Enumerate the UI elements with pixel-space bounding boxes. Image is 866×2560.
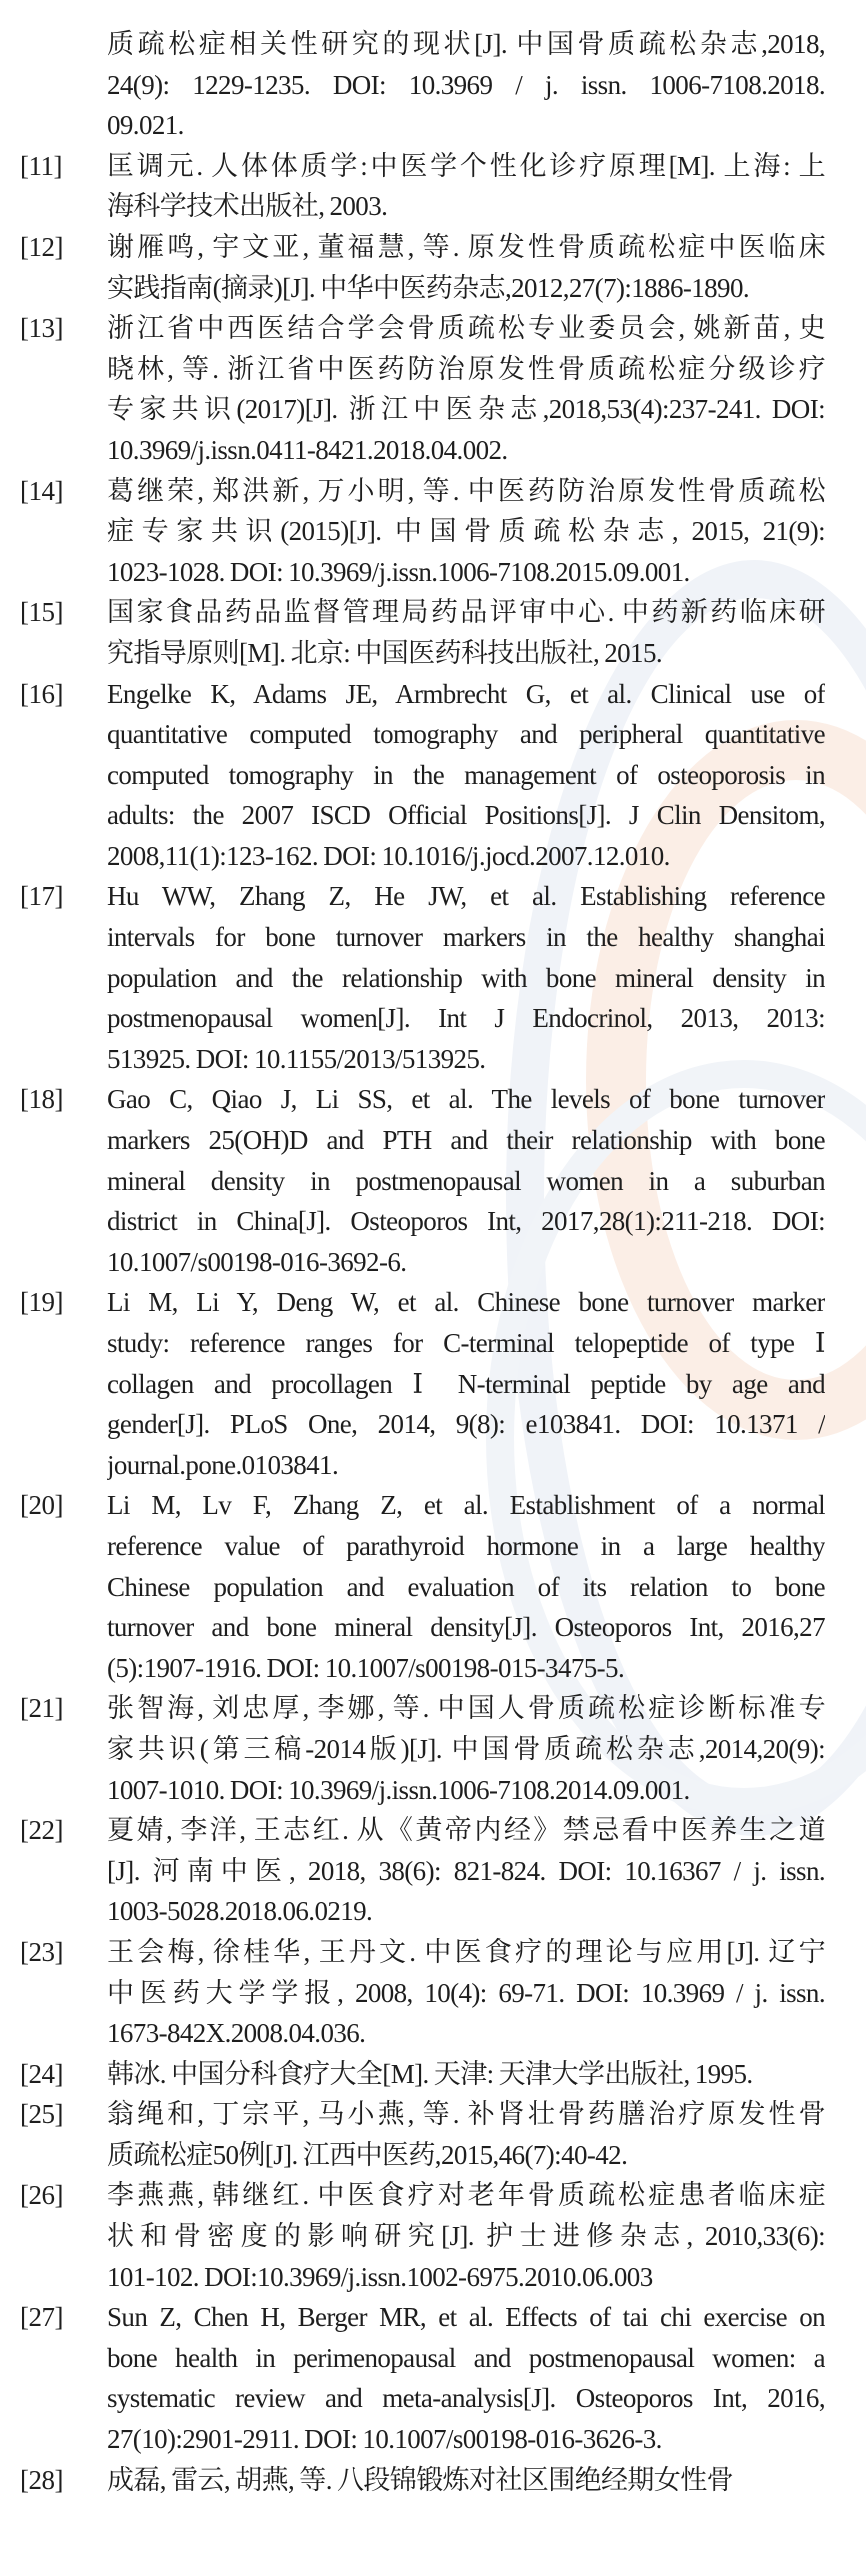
reference-item [0, 2175, 866, 2297]
reference-text [107, 2297, 825, 2459]
reference-item [0, 471, 866, 593]
reference-line: 张智海, 刘忠厚, 李娜, 等. 中国人骨质疏松症诊断标准专 [107, 1693, 825, 1724]
reference-line: bone health in perimenopausal and postmenopausal women: a [107, 2342, 825, 2373]
reference-line: turnover and bone mineral density[J]. Osteoporos Int, 2016,27 [107, 1612, 825, 1643]
reference-item [0, 1932, 866, 2054]
reference-text [107, 227, 825, 308]
reference-line: 李燕燕, 韩继红. 中医食疗对老年骨质疏松症患者临床症 [107, 2180, 825, 2211]
reference-line: 2008,11(1):123-162. DOI: 10.1016/j.jocd.2007.12.010. [107, 840, 670, 871]
reference-line: 质疏松症50例[J]. 江西中医药,2015,46(7):40-42. [107, 2139, 628, 2170]
reference-line: Chinese population and evaluation of its relation to bone [107, 1571, 825, 1602]
reference-text [107, 24, 825, 146]
reference-number: [26] [20, 2180, 63, 2211]
reference-line: Li M, Lv F, Zhang Z, et al. Establishment of a normal [107, 1490, 825, 1521]
reference-number: [28] [20, 2464, 63, 2495]
reference-line: 质疏松症相关性研究的现状[J]. 中国骨质疏松杂志,2018, [107, 29, 825, 59]
reference-number: [23] [20, 1936, 63, 1967]
reference-line: 王会梅, 徐桂华, 王丹文. 中医食疗的理论与应用[J]. 辽宁 [107, 1936, 825, 1967]
reference-line: 葛继荣, 郑洪新, 万小明, 等. 中医药防治原发性骨质疏松 [107, 475, 825, 506]
reference-line: 中医药大学学报, 2008, 10(4): 69-71. DOI: 10.3969 / j. issn. [107, 1977, 825, 2008]
reference-number: [22] [20, 1815, 63, 1846]
reference-line: 家共识(第三稿-2014版)[J]. 中国骨质疏松杂志,2014,20(9): [107, 1733, 825, 1764]
reference-line: 09.021. [107, 110, 184, 141]
reference-line: intervals for bone turnover markers in the healthy shanghai [107, 922, 825, 953]
reference-line: systematic review and meta-analysis[J]. Osteoporos Int, 2016, [107, 2383, 825, 2414]
reference-line: 晓林, 等. 浙江省中医药防治原发性骨质疏松症分级诊疗 [107, 353, 825, 384]
reference-line: Li M, Li Y, Deng W, et al. Chinese bone turnover marker [107, 1287, 825, 1318]
reference-line: Gao C, Qiao J, Li SS, et al. The levels of bone turnover [107, 1084, 825, 1115]
reference-number: [13] [20, 313, 63, 344]
reference-text [107, 1932, 825, 2054]
reference-line: 1003-5028.2018.06.0219. [107, 1896, 373, 1927]
reference-line: population and the relationship with bone mineral density in [107, 962, 825, 993]
reference-line: 究指导原则[M]. 北京: 中国医药科技出版社, 2015. [107, 637, 662, 668]
reference-number: [11] [20, 150, 62, 181]
reference-line: 夏婧, 李洋, 王志红. 从《黄帝内经》禁忌看中医养生之道 [107, 1815, 825, 1846]
reference-line: 27(10):2901-2911. DOI: 10.1007/s00198-016-3626-3. [107, 2424, 662, 2455]
reference-line: study: reference ranges for C-terminal telopeptide of type Ⅰ [107, 1328, 825, 1358]
reference-line: reference value of parathyroid hormone in a large healthy [107, 1530, 825, 1561]
reference-number: [24] [20, 2058, 63, 2089]
reference-line: 海科学技术出版社, 2003. [107, 191, 388, 222]
reference-line: mineral density in postmenopausal women in a suburban [107, 1165, 825, 1196]
reference-line: gender[J]. PLoS One, 2014, 9(8): e103841. DOI: 10.1371 / [107, 1409, 825, 1440]
reference-number: [25] [20, 2099, 63, 2130]
reference-item [0, 1282, 866, 1485]
reference-number: [21] [20, 1693, 63, 1724]
reference-number: [17] [20, 881, 63, 912]
reference-line: 24(9): 1229-1235. DOI: 10.3969 / j. issn. 1006-7108.2018. [107, 69, 825, 100]
reference-line: postmenopausal women[J]. Int J Endocrinol, 2013, 2013: [107, 1003, 825, 1034]
reference-line: 症专家共识(2015)[J]. 中国骨质疏松杂志, 2015, 21(9): [107, 516, 825, 547]
reference-line: Sun Z, Chen H, Berger MR, et al. Effects of tai chi exercise on [107, 2302, 825, 2333]
reference-line: (5):1907-1916. DOI: 10.1007/s00198-015-3475-5. [107, 1652, 625, 1683]
reference-line: 浙江省中西医结合学会骨质疏松专业委员会, 姚新苗, 史 [107, 313, 825, 344]
reference-text [107, 876, 825, 1079]
reference-number: [15] [20, 597, 63, 628]
reference-line: 513925. DOI: 10.1155/2013/513925. [107, 1043, 486, 1074]
reference-item [0, 146, 866, 227]
reference-line: Hu WW, Zhang Z, He JW, et al. Establishing reference [107, 881, 825, 912]
reference-item [0, 24, 866, 146]
reference-number: [18] [20, 1084, 63, 1115]
reference-line: markers 25(OH)D and PTH and their relationship with bone [107, 1125, 825, 1156]
reference-item [0, 2094, 866, 2175]
reference-line: 成磊, 雷云, 胡燕, 等. 八段锦锻炼对社区围绝经期女性骨 [107, 2464, 733, 2495]
reference-text [107, 471, 825, 593]
reference-line: 实践指南(摘录)[J]. 中华中医药杂志,2012,27(7):1886-1890. [107, 272, 749, 303]
reference-text [107, 1282, 825, 1485]
reference-line: quantitative computed tomography and peripheral quantitative [107, 719, 825, 750]
reference-text [107, 2054, 825, 2095]
reference-text [107, 592, 825, 673]
reference-number: [27] [20, 2302, 63, 2333]
reference-line: 101-102. DOI:10.3969/j.issn.1002-6975.2010.06.003 [107, 2261, 653, 2292]
reference-line: Engelke K, Adams JE, Armbrecht G, et al. Clinical use of [107, 678, 825, 709]
reference-line: [J]. 河南中医, 2018, 38(6): 821-824. DOI: 10.16367 / j. issn. [107, 1855, 825, 1886]
reference-line: 专家共识(2017)[J]. 浙江中医杂志,2018,53(4):237-241. DOI: [107, 394, 825, 425]
reference-text [107, 1079, 825, 1282]
reference-item [0, 2460, 866, 2501]
reference-text [107, 2094, 825, 2175]
reference-number: [16] [20, 678, 63, 709]
reference-line: district in China[J]. Osteoporos Int, 2017,28(1):211-218. DOI: [107, 1206, 825, 1237]
reference-item [0, 2054, 866, 2095]
reference-line: 10.3969/j.issn.0411-8421.2018.04.002. [107, 434, 508, 465]
reference-list [0, 24, 866, 2500]
reference-number: [20] [20, 1490, 63, 1521]
reference-text [107, 146, 825, 227]
reference-line: collagen and procollagen Ⅰ N-terminal peptide by age and [107, 1368, 825, 1399]
reference-text [107, 308, 825, 470]
reference-line: 韩冰. 中国分科食疗大全[M]. 天津: 天津大学出版社, 1995. [107, 2058, 753, 2089]
reference-number: [19] [20, 1287, 63, 1318]
reference-line: adults: the 2007 ISCD Official Positions[J]. J Clin Densitom, [107, 800, 825, 831]
reference-item [0, 1688, 866, 1810]
reference-line: 匡调元. 人体体质学:中医学个性化诊疗原理[M]. 上海: 上 [107, 150, 825, 181]
reference-item [0, 308, 866, 470]
reference-text [107, 1810, 825, 1932]
reference-line: 翁绳和, 丁宗平, 马小燕, 等. 补肾壮骨药膳治疗原发性骨 [107, 2099, 825, 2130]
reference-item [0, 2297, 866, 2459]
reference-item [0, 227, 866, 308]
reference-text [107, 2460, 825, 2501]
reference-line: 1673-842X.2008.04.036. [107, 2018, 366, 2049]
reference-line: 10.1007/s00198-016-3692-6. [107, 1246, 407, 1277]
reference-number: [14] [20, 475, 63, 506]
reference-line: 1007-1010. DOI: 10.3969/j.issn.1006-7108.2014.09.001. [107, 1774, 690, 1805]
reference-item [0, 674, 866, 877]
reference-text [107, 674, 825, 877]
reference-line: 状和骨密度的影响研究[J]. 护士进修杂志, 2010,33(6): [107, 2221, 825, 2252]
reference-line: 谢雁鸣, 宇文亚, 董福慧, 等. 原发性骨质疏松症中医临床 [107, 231, 825, 262]
reference-text [107, 1485, 825, 1688]
reference-number: [12] [20, 231, 63, 262]
reference-item [0, 876, 866, 1079]
reference-item [0, 592, 866, 673]
reference-item [0, 1485, 866, 1688]
reference-item [0, 1810, 866, 1932]
reference-line: 国家食品药品监督管理局药品评审中心. 中药新药临床研 [107, 597, 825, 628]
reference-text [107, 1688, 825, 1810]
reference-item [0, 1079, 866, 1282]
reference-text [107, 2175, 825, 2297]
reference-line: computed tomography in the management of osteoporosis in [107, 759, 825, 790]
reference-line: 1023-1028. DOI: 10.3969/j.issn.1006-7108.2015.09.001. [107, 556, 690, 587]
reference-line: journal.pone.0103841. [107, 1449, 339, 1480]
